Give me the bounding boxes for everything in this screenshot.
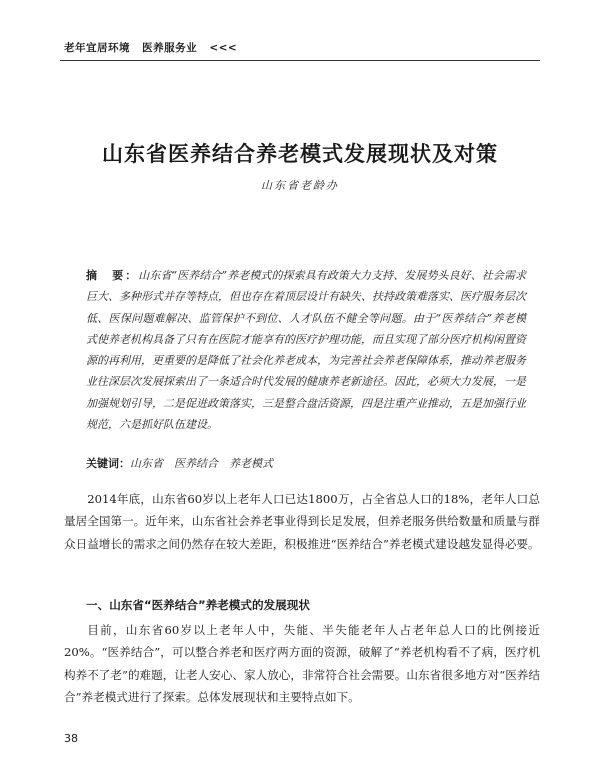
keywords-text: 山东省 医养结合 养老模式	[130, 457, 273, 470]
article-author: 山东省老龄办	[261, 179, 339, 192]
abstract-text: 山东省“医养结合”养老模式的探索具有政策大力支持、发展势头良好、社会需求巨大、多种形式并存等特点，但也存在着顶层设计有缺失、扶持政策难落实、医疗服务层次低、医保问题难解决、监管保护不到位、人才队伍不健全等问题。由于“医养结合”养老模式使养老机构具备了只有在医院才能享有的医疗护理功能，而且实现了部分医疗机构闲置资源的再利用，更重要的是降低了社会化养老成本，为完善社会养老保障体系，推动养老服务业往深层次发展探索出了一条适合时代发展的健康养老新途径。因此，必须大力发展，一是加强规划引导，二是促进政策落实，三是整合盘活资源，四是注重产业推动，五是加强行业规范，六是抓好队伍建设。	[86, 269, 527, 432]
abstract	[86, 265, 526, 435]
journal-name: 老年宜居环境	[64, 42, 130, 54]
section-heading-1: 一、山东省“医养结合”养老模式的发展现状	[86, 598, 310, 612]
header-rule	[60, 60, 540, 61]
keywords	[86, 455, 526, 471]
body-paragraph-2: 目前，山东省60岁以上老年人中，失能、半失能老年人占老年总人口的比例接近20%。“医养结合”，可以整合养老和医疗两方面的资源，破解了“养老机构看不了病，医疗机构养不了老”的难题，让老人安心、家人放心，非常符合社会需要。山东省很多地方对“医养结合”养老模式进行了探索。总体发展现状和主要特点如下。	[64, 623, 540, 704]
running-head	[64, 40, 245, 55]
column-name: 医养服务业	[142, 42, 198, 54]
running-head-marker: <<<	[209, 42, 238, 54]
keywords-label: 关键词：	[86, 457, 130, 470]
article-title: 山东省医养结合养老模式发展现状及对策	[102, 141, 498, 166]
body-paragraph-1: 2014年底，山东省60岁以上老年人口已达1800万，占全省总人口的18%，老年人口总量居全国第一。近年来，山东省社会养老事业得到长足发展，但养老服务供给数量和质量与群众日益增长的需求之间仍然存在较大差距，积极推进“医养结合”养老模式建设越发显得必要。	[64, 492, 540, 551]
page-number: 38	[64, 732, 78, 745]
abstract-label: 摘 要：	[86, 269, 139, 282]
